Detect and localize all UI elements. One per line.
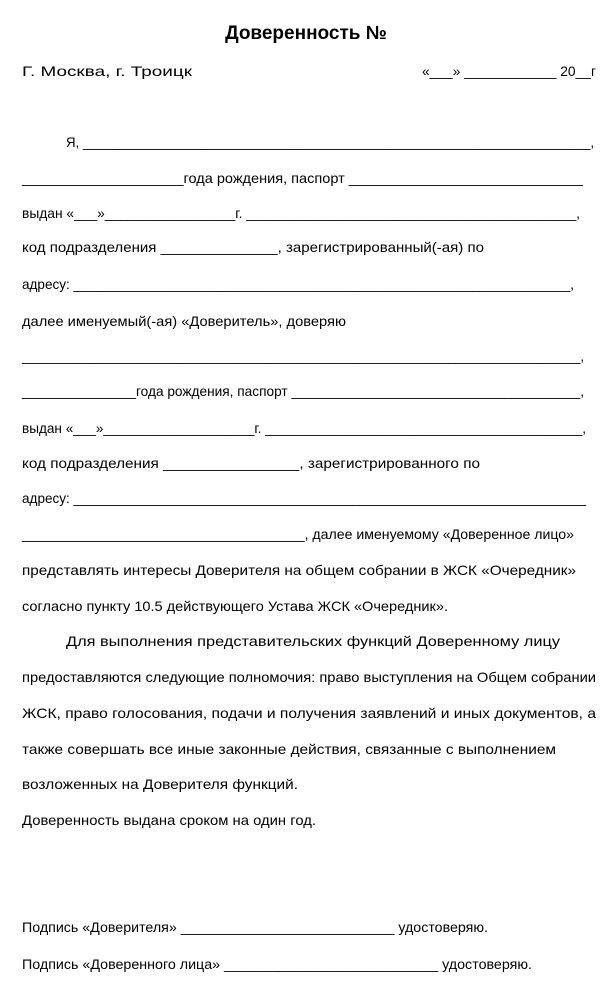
document-title: Доверенность № [225, 23, 387, 44]
line-17: ЖСК, право голосования, подачи и получения заявлений и иных документов, а [22, 705, 596, 721]
line-19: возложенных на Доверителя функций. [22, 776, 298, 792]
line-13: представлять интересы Доверителя на общем собрании в ЖСК «Очередник» [22, 562, 576, 578]
line-18: также совершать все иные законные действия, связанные с выполнением [22, 741, 556, 757]
line-7: ____________________________________________________________________________, [22, 348, 584, 364]
date: «___» ____________ 20__г [422, 63, 596, 79]
line-3: выдан «___»_________________г. ___________________________________________, [22, 205, 580, 221]
signature-principal: Подпись «Доверителя» ___________________________ удостоверяю. [22, 919, 488, 935]
line-2: ____________________года рождения, паспорт _____________________________ [22, 170, 583, 186]
line-1: Я, _____________________________________________________________________, [66, 134, 594, 150]
line-16: предоставляются следующие полномочия: право выступления на Общем собрании [22, 669, 596, 685]
line-12: ____________________________________, далее именуемому «Доверенное лицо» [22, 526, 574, 542]
line-6: далее именуемый(-ая) «Доверитель», доверяю [22, 313, 347, 329]
line-20: Доверенность выдана сроком на один год. [22, 812, 316, 828]
line-15: Для выполнения представительских функций Доверенному лицу [66, 633, 560, 649]
line-10: код подразделения ________________, зарегистрированного по [22, 455, 480, 471]
line-11: адресу: ____________________________________________________________________ [22, 490, 586, 506]
line-9: выдан «___»____________________г. __________________________________________, [22, 420, 586, 436]
line-5: адресу: __________________________________________________________________, [22, 276, 574, 292]
line-14: согласно пункту 10.5 действующего Устава ЖСК «Очередник». [22, 598, 448, 614]
line-4: код подразделения ______________, зарегистрированный(-ая) по [22, 239, 485, 255]
place: Г. Москва, г. Троицк [22, 63, 192, 79]
line-8: _______________года рождения, паспорт ______________________________________, [22, 383, 584, 399]
signature-attorney: Подпись «Доверенного лица» ___________________________ удостоверяю. [22, 956, 532, 972]
